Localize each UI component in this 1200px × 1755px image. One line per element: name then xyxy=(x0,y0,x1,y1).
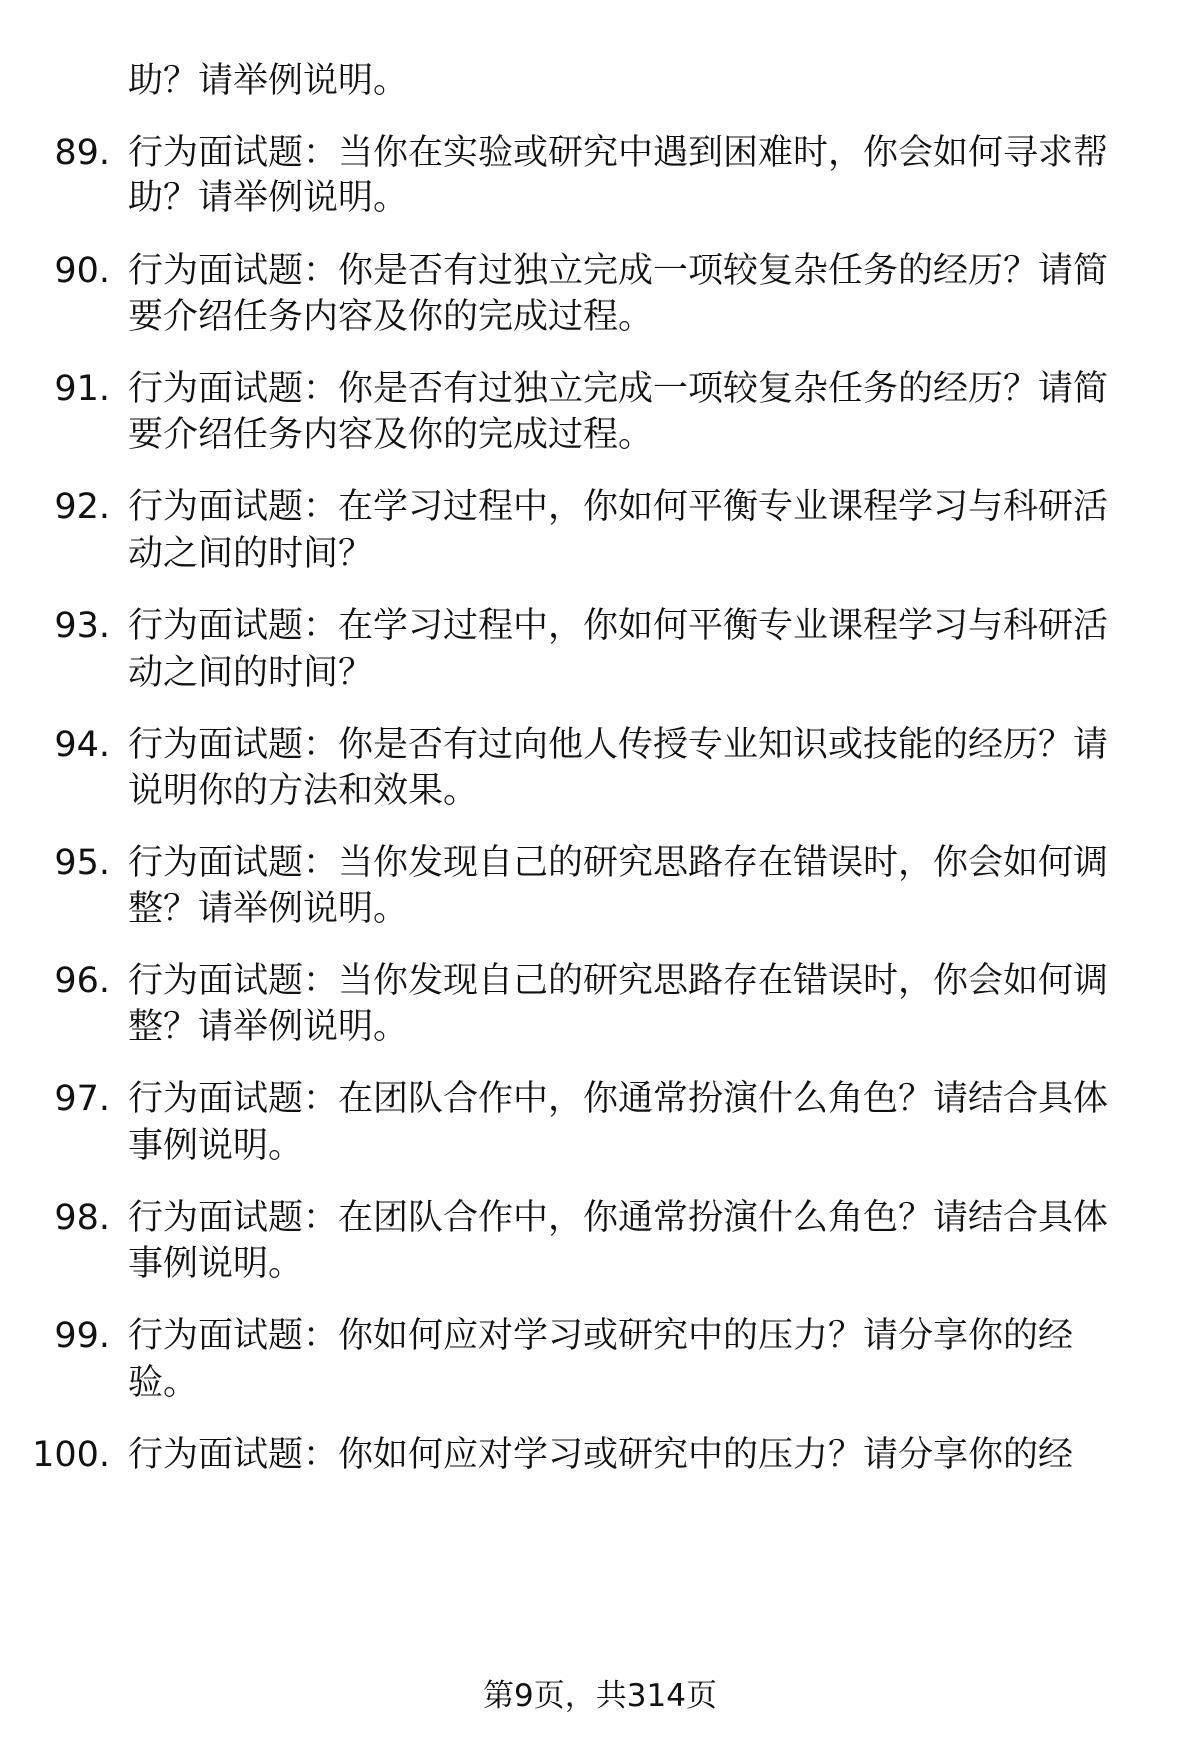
item-line-1: 行为面试题：你是否有过独立完成一项较复杂任务的经历？请简 xyxy=(128,251,1109,291)
item-number: 89. xyxy=(54,133,110,173)
item-line-1: 行为面试题：在团队合作中，你通常扮演什么角色？请结合具体 xyxy=(128,1198,1109,1238)
item-line-2: 要介绍任务内容及你的完成过程。 xyxy=(128,297,654,337)
item-number: 93. xyxy=(54,606,110,646)
item-line-1: 行为面试题：在团队合作中，你通常扮演什么角色？请结合具体 xyxy=(128,1079,1109,1119)
item-line-2: 说明你的方法和效果。 xyxy=(128,771,479,811)
item-line-2: 动之间的时间？ xyxy=(128,534,374,574)
item-number: 97. xyxy=(54,1079,110,1119)
item-line-1: 行为面试题：当你发现自己的研究思路存在错误时，你会如何调 xyxy=(128,961,1109,1001)
item-number: 98. xyxy=(54,1198,110,1238)
item-line-2: 助？请举例说明。 xyxy=(128,178,409,218)
item-line-1: 行为面试题：你是否有过独立完成一项较复杂任务的经历？请简 xyxy=(128,369,1109,409)
item-line-2: 事例说明。 xyxy=(128,1244,304,1284)
item-line-1: 行为面试题：当你发现自己的研究思路存在错误时，你会如何调 xyxy=(128,843,1109,883)
item-number: 92. xyxy=(54,487,110,527)
item-line-2: 事例说明。 xyxy=(128,1126,304,1166)
item-line-1: 行为面试题：当你在实验或研究中遇到困难时，你会如何寻求帮 xyxy=(128,133,1109,173)
item-line-1: 行为面试题：你如何应对学习或研究中的压力？请分享你的经 xyxy=(128,1435,1074,1475)
item-line-1: 行为面试题：你如何应对学习或研究中的压力？请分享你的经 xyxy=(128,1316,1074,1356)
item-number: 94. xyxy=(54,725,110,765)
item-line-1: 行为面试题：你是否有过向他人传授专业知识或技能的经历？请 xyxy=(128,725,1109,765)
item-line-1: 行为面试题：在学习过程中，你如何平衡专业课程学习与科研活 xyxy=(128,606,1109,646)
item-number: 95. xyxy=(54,843,110,883)
page-footer: 第9页，共314页 xyxy=(483,1678,717,1714)
item-line-2: 整？请举例说明。 xyxy=(128,1007,409,1047)
item-number: 96. xyxy=(54,961,110,1001)
item-number: 91. xyxy=(54,369,110,409)
item-number: 100. xyxy=(32,1435,110,1475)
item-line-2: 动之间的时间？ xyxy=(128,653,374,693)
item-number: 99. xyxy=(54,1316,110,1356)
item-number: 90. xyxy=(54,251,110,291)
item-line-2: 整？请举例说明。 xyxy=(128,889,409,929)
item-line-1: 行为面试题：在学习过程中，你如何平衡专业课程学习与科研活 xyxy=(128,487,1109,527)
item-line-2: 验。 xyxy=(128,1363,199,1403)
continuation-line: 助？请举例说明。 xyxy=(128,61,409,101)
item-line-2: 要介绍任务内容及你的完成过程。 xyxy=(128,415,654,455)
